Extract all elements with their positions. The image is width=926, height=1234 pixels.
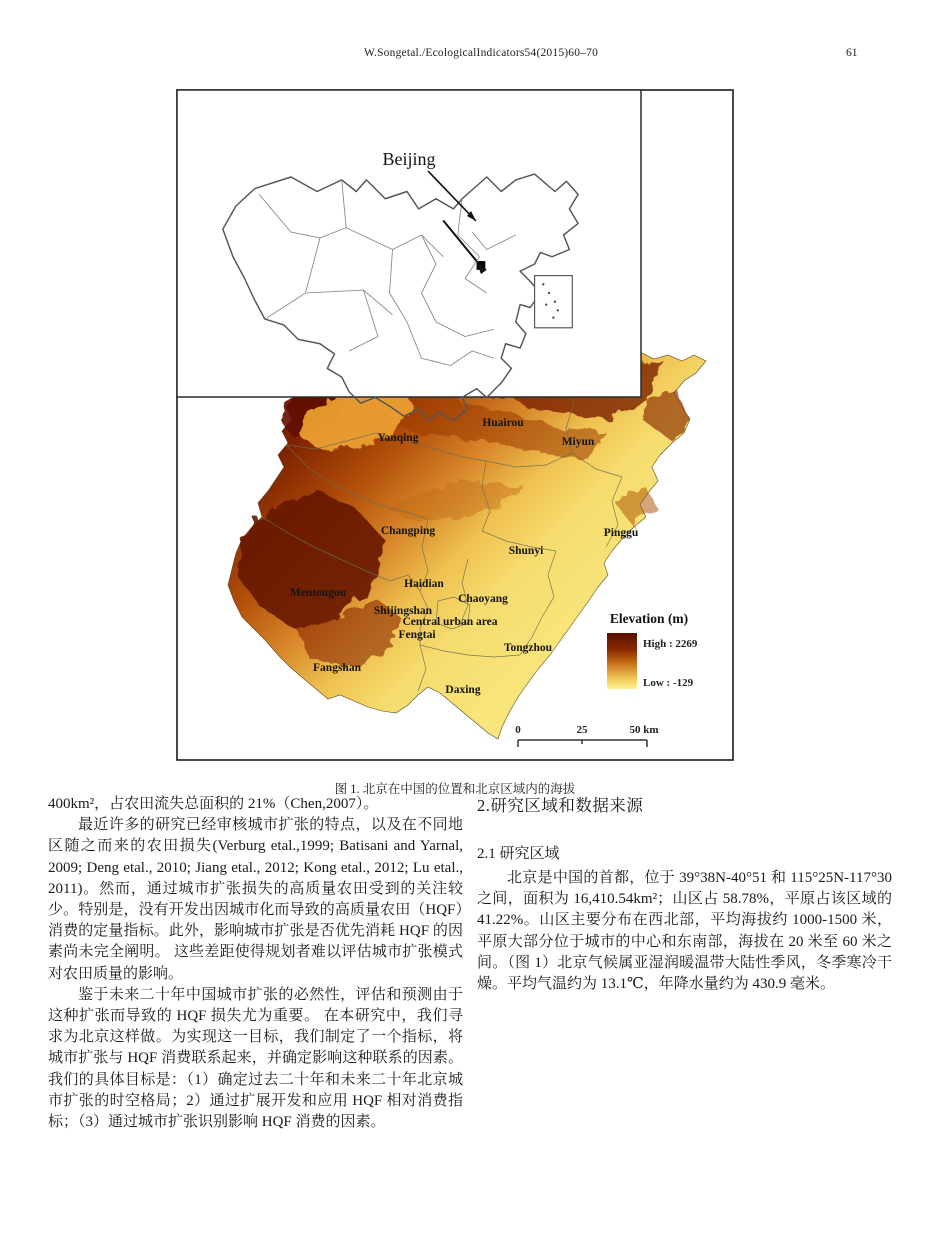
scale-label-50km: 50 km [629, 724, 659, 736]
map-label-shijingshan: Shijingshan [373, 605, 433, 617]
map-label-huairou: Huairou [482, 417, 524, 429]
scale-bar-line [518, 740, 647, 747]
map-label-tongzhou: Tongzhou [503, 642, 553, 654]
right-column [477, 794, 892, 995]
map-label-shunyi: Shunyi [508, 545, 544, 557]
map-label-chaoyang: Chaoyang [458, 593, 508, 605]
map-label-pinggu: Pinggu [603, 527, 639, 539]
scale-bar [515, 724, 658, 747]
map-label-daxing: Daxing [445, 684, 481, 696]
south-china-sea-inset [535, 276, 573, 328]
paragraph-study-area: 北京是中国的首都，位于 39°38N-40°51 和 115°25N-117°30 之间，面积为 16,410.54km²；山区占 58.78%，平原占该区域的 41.22%。山区主要分布在西北部，平均海拔约 1000-1500 米，平原大部分位于城市的中心和东南部，海拔在 20 米至 60 米之间。（图 1）北京气候属亚湿润暖温带大陆性季风，冬季寒冷干燥。平均气温约为 13.1℃，年降水量约为 430.9 毫米。 [477, 870, 892, 993]
map-label-miyun: Miyun [561, 436, 595, 448]
section-heading: 2.研究区域和数据来源 [477, 796, 644, 815]
map-label-fengtai: Fengtai [398, 629, 436, 641]
figure-map [176, 89, 734, 761]
inset-border [177, 90, 641, 397]
subsection-heading: 2.1 研究区域 [477, 846, 560, 862]
legend-high-label: High : 2269 [643, 638, 698, 650]
legend-gradient-bar [607, 633, 637, 689]
china-inset [177, 90, 641, 421]
running-title: W.Songetal./EcologicalIndicators54(2015)60–70 [364, 47, 599, 59]
paragraph-study-objectives: 鉴于未来二十年中国城市扩张的必然性，评估和预测由于这种扩张而导致的 HQF 损失尤为重要。 在本研究中，我们寻求为北京这样做。为实现这一目标，我们制定了一个指标，将城市扩张与 HQF 消费联系起来，并确定影响这种联系的因素。 我们的具体目标是：（1）确定过去二十年和未来二十年北京城市扩张的时空格局；2）通过扩展开发和应用 HQF 相对消费指标；（3）通过城市扩张识别影响 HQF 消费的因素。 [48, 986, 463, 1131]
paragraph-farmland-loss: 400km²，占农田流失总面积的 21%（Chen,2007）。 [48, 796, 379, 812]
map-label-yanqing: Yanqing [377, 432, 419, 444]
map-label-changping: Changping [380, 525, 436, 537]
map-svg [176, 89, 734, 761]
map-label-haidian: Haidian [404, 578, 444, 590]
scale-label-25: 25 [576, 724, 588, 736]
map-label-central-urban-area: Central urban area [402, 616, 498, 628]
scale-label-0: 0 [515, 724, 521, 736]
beijing-inset-label: Beijing [382, 149, 436, 169]
map-label-mentougou: Mentougou [289, 587, 347, 599]
elevation-legend [607, 611, 698, 689]
legend-low-label: Low : -129 [643, 677, 694, 689]
paragraph-literature-review: 最近许多的研究已经审核城市扩张的特点，以及在不同地区随之而来的农田损失(Verburg etal.,1999; Batisani and Yarnal, 2009; Deng etal., 2010; Jiang etal., 2012; Kong etal., 2012; Lu etal., 2011)。然而，通过城市扩张损失的高质量农田受到的关注较少。特别是，没有开发出因城市化而导致的高质量农田（HQF）消费的定量指标。此外，影响城市扩张是否优先消耗 HQF 的因素尚未完全阐明。 这些差距使得规划者难以评估城市扩张模式对农田质量的影响。 [48, 817, 463, 982]
legend-title: Elevation (m) [609, 611, 689, 626]
figure-caption: 图 1. 北京在中国的位置和北京区域内的海拔 [334, 782, 576, 796]
left-column [48, 794, 463, 1133]
page-number: 61 [846, 47, 858, 59]
map-label-fangshan: Fangshan [313, 662, 361, 674]
